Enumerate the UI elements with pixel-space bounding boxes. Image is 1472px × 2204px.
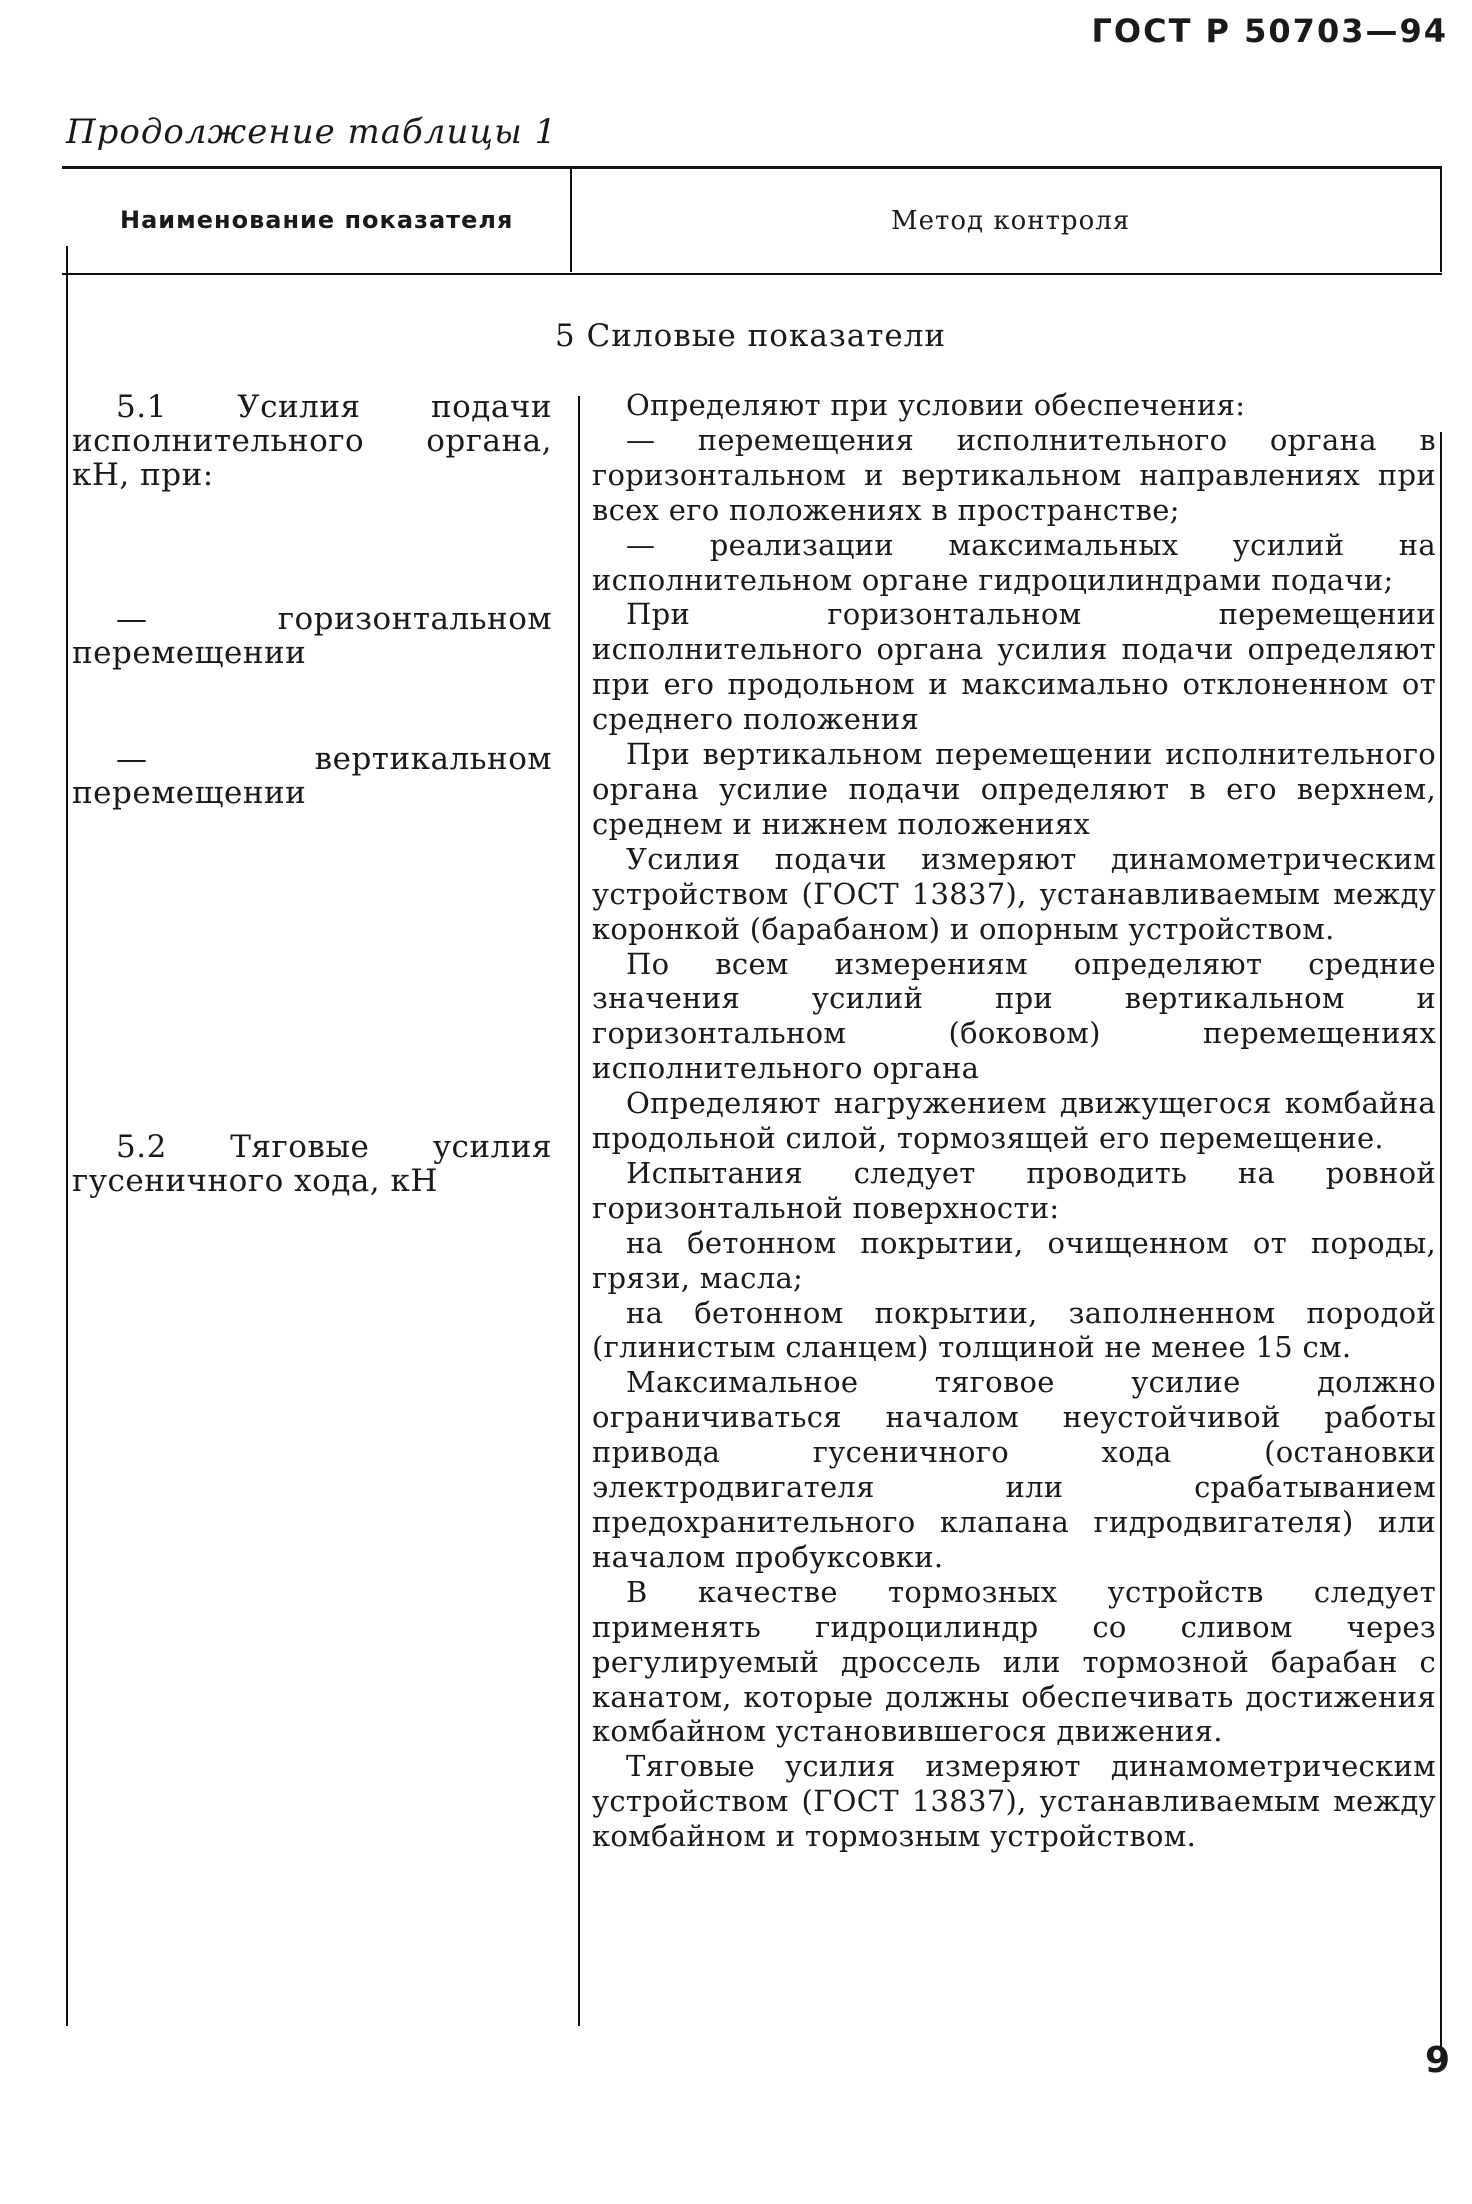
method-paragraph: — перемещения исполнительного органа в горизонтальном и вертикальном направлениях при всех его положениях в пространстве;: [592, 422, 1436, 527]
document-code: ГОСТ Р 50703—94: [1091, 12, 1448, 50]
table-right-border: [1440, 432, 1442, 2052]
method-paragraph: Тяговые усилия измеряют динамометрическим устройством (ГОСТ 13837), устанавливаемым между комбайном и тормозным устройством.: [592, 1749, 1436, 1854]
header-column-divider: [570, 166, 572, 272]
method-paragraph: В качестве тормозных устройств следует применять гидроцилиндр со сливом через регулируемый дроссель или тормозной барабан с канатом, которые должны обеспечивать достижения комбайном установившегося движения.: [592, 1574, 1436, 1749]
body-column-divider: [578, 396, 580, 2026]
method-paragraph: При горизонтальном перемещении исполнительного органа усилия подачи определяют при его продольном и максимально отклоненном от среднего положения: [592, 597, 1436, 737]
method-paragraph: на бетонном покрытии, заполненном породой (глинистым сланцем) толщиной не менее 15 см.: [592, 1295, 1436, 1365]
column-header-method: Метод контроля: [891, 206, 1131, 236]
method-column: [592, 388, 1436, 1854]
method-paragraph: Максимальное тяговое усилие должно ограничиваться началом неустойчивой работы привода гусеничного хода (остановки электродвигателя или срабатыванием предохранительного клапана гидродвигателя) или началом пробуксовки.: [592, 1365, 1436, 1574]
section-title: 5 Силовые показатели: [555, 318, 947, 354]
method-paragraph: на бетонном покрытии, очищенном от породы, грязи, масла;: [592, 1225, 1436, 1295]
method-paragraph: Усилия подачи измеряют динамометрическим устройством (ГОСТ 13837), устанавливаемым между коронкой (барабаном) и опорным устройством.: [592, 841, 1436, 946]
table-header-rule: [62, 273, 1442, 275]
method-paragraph: Определяют при условии обеспечения:: [626, 388, 1246, 422]
table-right-border-top: [1440, 166, 1442, 272]
table-top-rule: [62, 166, 1442, 169]
page-number: 9: [1424, 2040, 1450, 2081]
indicator-vertical: — вертикальном перемещении: [72, 741, 552, 811]
method-paragraph: — реализации максимальных усилий на исполнительном органе гидроцилиндрами подачи;: [592, 527, 1436, 597]
method-paragraph: При вертикальном перемещении исполнительного органа усилие подачи определяют в его верхнем, среднем и нижнем положениях: [592, 737, 1436, 841]
method-paragraph: По всем измерениям определяют средние значения усилий при вертикальном и горизонтальном (боковом) перемещениях исполнительного органа: [592, 946, 1436, 1086]
column-header-indicator: Наименование показателя: [120, 206, 514, 234]
indicator-5-2: 5.2 Тяговые усилия гусеничного хода, кН: [72, 1129, 552, 1199]
table-left-border: [66, 246, 68, 2026]
table-continuation-caption: Продолжение таблицы 1: [66, 112, 558, 152]
indicator-horizontal: — горизонтальном перемещении: [72, 601, 552, 671]
method-paragraph: Определяют нагружением движущегося комбайна продольной силой, тормозящей его перемещение.: [592, 1086, 1436, 1156]
method-paragraph: Испытания следует проводить на ровной горизонтальной поверхности:: [592, 1155, 1436, 1225]
indicator-5-1: 5.1 Усилия подачи исполнительного органа, кН, при:: [72, 389, 552, 493]
